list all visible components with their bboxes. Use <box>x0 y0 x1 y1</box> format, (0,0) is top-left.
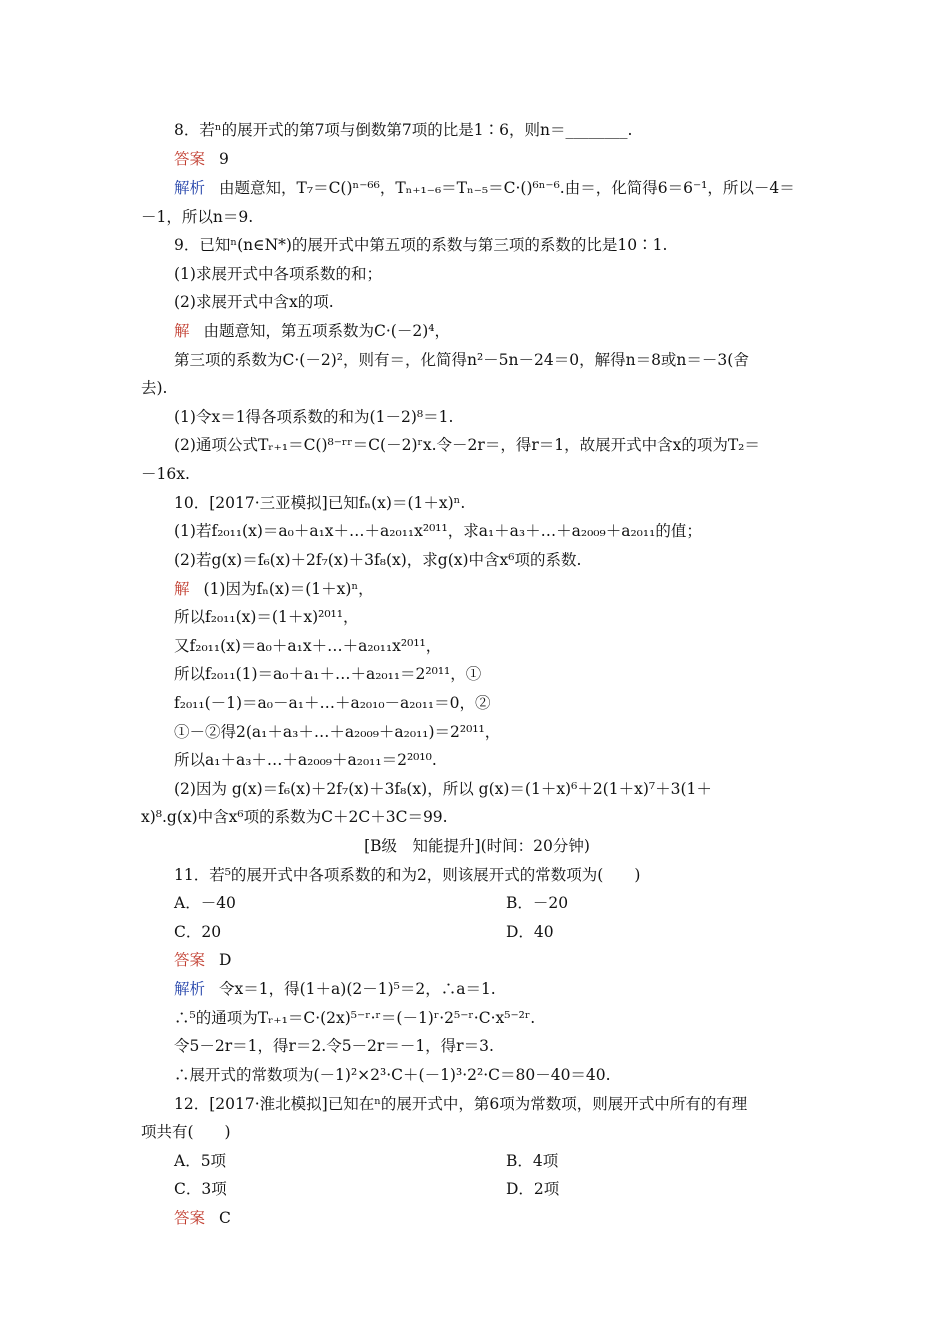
q10-solution-line: x)⁸.g(x)中含x⁶项的系数为C＋2C＋3C＝99. <box>141 808 448 826</box>
q12-option-d: D．2项 <box>506 1180 560 1198</box>
solution-tag: 解 <box>174 322 190 340</box>
q12-option-c: C．3项 <box>174 1180 227 1198</box>
q10-solution-line: 所以f₂₀₁₁(1)＝a₀＋a₁＋…＋a₂₀₁₁＝2²⁰¹¹，① <box>174 665 482 683</box>
q9-solution-line: (2)通项公式Tᵣ₊₁＝C()⁸⁻ʳʳ＝C(－2)ʳx.令－2r＝，得r＝1，故展开式中含x的项为T₂＝ <box>174 436 760 454</box>
q10-solution-line: 又f₂₀₁₁(x)＝a₀＋a₁x＋…＋a₂₀₁₁x²⁰¹¹， <box>174 637 442 655</box>
q9-solution: 解 由题意知，第五项系数为C·(－2)⁴， <box>174 322 450 340</box>
q10-part1: (1)若f₂₀₁₁(x)＝a₀＋a₁x＋…＋a₂₀₁₁x²⁰¹¹，求a₁＋a₃＋…＋a₂₀₀₉＋a₂₀₁₁的值； <box>174 522 702 540</box>
q10-solution-line: ①－②得2(a₁＋a₃＋…＋a₂₀₀₉＋a₂₀₁₁)＝2²⁰¹¹， <box>174 723 501 741</box>
q10-solution-line: (2)因为 g(x)＝f₆(x)＋2f₇(x)＋3f₈(x)，所以 g(x)＝(1＋x)⁶＋2(1＋x)⁷＋3(1＋ <box>174 780 712 798</box>
q10-solution-line: 所以f₂₀₁₁(x)＝(1＋x)²⁰¹¹， <box>174 608 359 626</box>
q12-text: 12．[2017·淮北模拟]已知在ⁿ的展开式中，第6项为常数项，则展开式中所有的有理 <box>174 1095 748 1113</box>
q11-option-c: C．20 <box>174 923 222 941</box>
q9-text: 9．已知ⁿ(n∈N*)的展开式中第五项的系数与第三项的系数的比是10∶1. <box>174 236 668 254</box>
q11-analysis-line: 令5－2r＝1，得r＝2.令5－2r＝－1，得r＝3. <box>174 1037 494 1055</box>
answer-tag: 答案 <box>174 1209 206 1227</box>
answer-tag: 答案 <box>174 150 206 168</box>
q10-solution: 解 (1)因为fₙ(x)＝(1＋x)ⁿ， <box>174 580 374 598</box>
q11-analysis: 解析 令x＝1，得(1＋a)(2－1)⁵＝2，∴a＝1. <box>174 980 496 998</box>
solution-tag: 解 <box>174 580 190 598</box>
q8-answer: 答案 9 <box>174 150 229 168</box>
q9-part2: (2)求展开式中含x的项. <box>174 293 334 311</box>
q10-part2: (2)若g(x)＝f₆(x)＋2f₇(x)＋3f₈(x)，求g(x)中含x⁶项的系数. <box>174 551 582 569</box>
q11-analysis-line: ∴⁵的通项为Tᵣ₊₁＝C·(2x)⁵⁻ʳ·ʳ＝(－1)ʳ·2⁵⁻ʳ·C·x⁵⁻²ʳ. <box>174 1009 536 1027</box>
q11-analysis-line: ∴展开式的常数项为(－1)²×2³·C＋(－1)³·2²·C＝80－40＝40. <box>174 1066 611 1084</box>
q11-option-d: D．40 <box>506 923 554 941</box>
q10-text: 10．[2017·三亚模拟]已知fₙ(x)＝(1＋x)ⁿ. <box>174 494 466 512</box>
q9-solution-line: 去). <box>141 379 168 397</box>
q9-solution-line: －16x. <box>141 465 190 483</box>
q12-option-b: B．4项 <box>506 1152 559 1170</box>
q8-analysis: 解析 由题意知，T₇＝C()ⁿ⁻⁶⁶，Tₙ₊₁₋₆＝Tₙ₋₅＝C·()⁶ⁿ⁻⁶.由＝，化简得6＝6⁻¹，所以－4＝ <box>174 179 795 197</box>
q10-solution-line: 所以a₁＋a₃＋…＋a₂₀₀₉＋a₂₀₁₁＝2²⁰¹⁰. <box>174 751 437 769</box>
q9-solution-line: 第三项的系数为C·(－2)²，则有＝，化简得n²－5n－24＝0，解得n＝8或n＝－3(舍 <box>174 351 749 369</box>
q12-answer: 答案 C <box>174 1209 231 1227</box>
q10-solution-line: f₂₀₁₁(－1)＝a₀－a₁＋…＋a₂₀₁₀－a₂₀₁₁＝0，② <box>174 694 491 712</box>
section-heading: [B级 知能提升](时间：20分钟) <box>364 837 590 855</box>
q12-option-a: A．5项 <box>174 1152 227 1170</box>
analysis-tag: 解析 <box>174 179 206 197</box>
q12-text-cont: 项共有( ) <box>141 1123 231 1141</box>
q11-option-a: A．－40 <box>174 894 236 912</box>
q8-analysis-cont: －1，所以n＝9. <box>141 208 254 226</box>
q11-option-b: B．－20 <box>506 894 569 912</box>
q9-solution-line: (1)令x＝1得各项系数的和为(1－2)⁸＝1. <box>174 408 454 426</box>
q11-answer: 答案 D <box>174 951 232 969</box>
analysis-tag: 解析 <box>174 980 206 998</box>
q8-text: 8．若ⁿ的展开式的第7项与倒数第7项的比是1∶6，则n＝________. <box>174 121 633 139</box>
q11-text: 11．若⁵的展开式中各项系数的和为2，则该展开式的常数项为( ) <box>174 866 641 884</box>
answer-tag: 答案 <box>174 951 206 969</box>
q9-part1: (1)求展开式中各项系数的和； <box>174 265 382 283</box>
